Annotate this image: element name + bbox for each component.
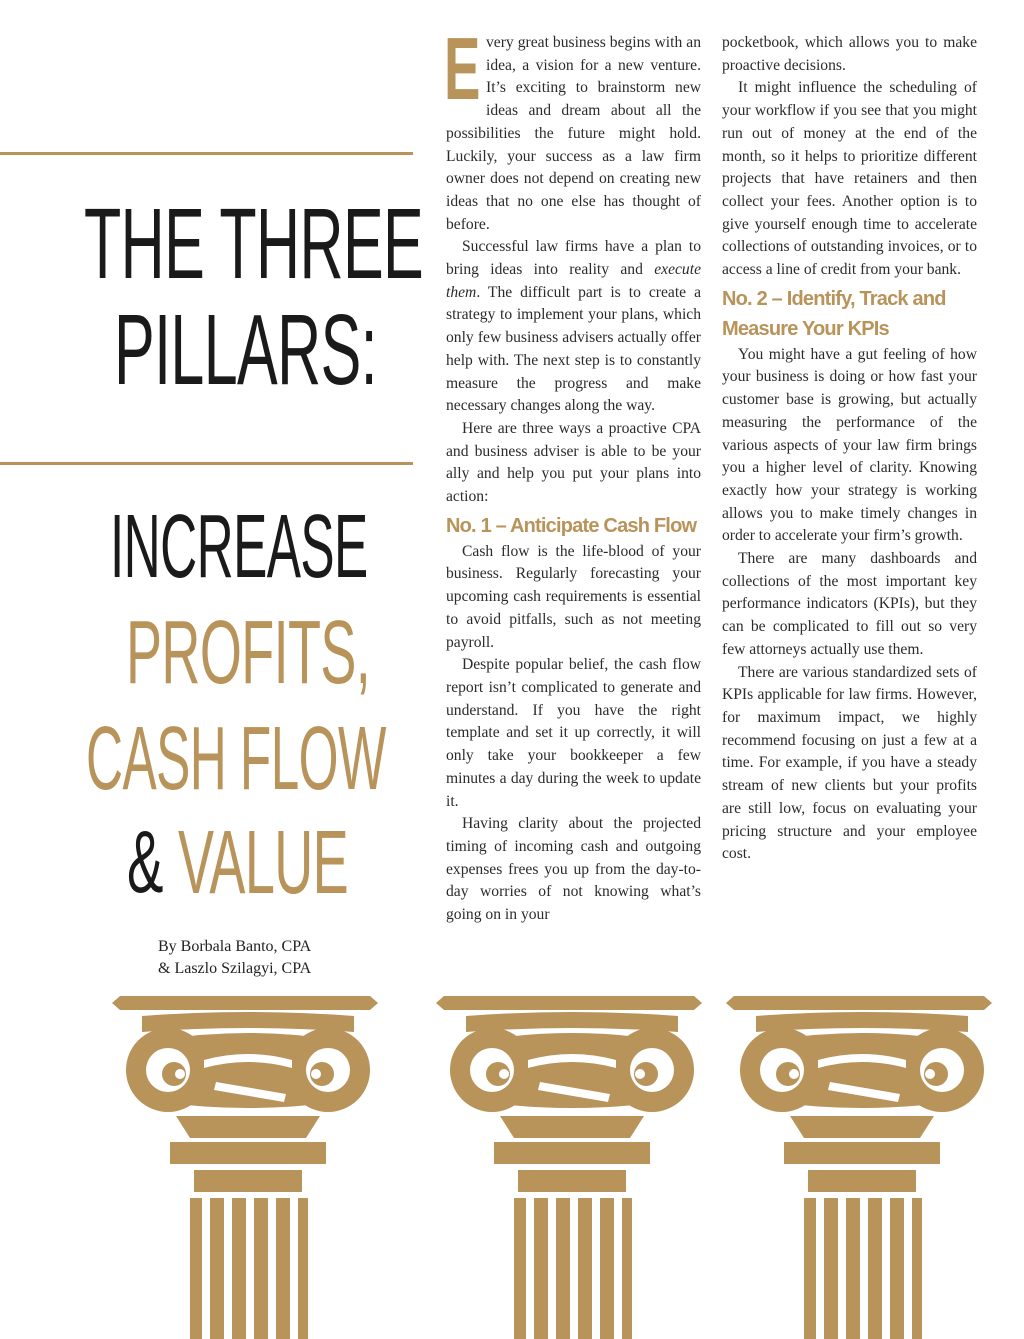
paragraph-cash-flow-2: Despite popular belief, the cash flow report isn’t complicated to generate and understand. If you have the right template and set it up correctly, it will only take your bookkeeper a few minutes a day during the week to update it. (446, 656, 701, 810)
section-heading-cash-flow: No. 1 – Anticipate Cash Flow (446, 514, 697, 537)
paragraph-kpis-3: There are various standardized sets of KPIs applicable for law firms. However, for maximum impact, we highly recommend focusing on just a few at a time. For example, if you have a steady stream of new clients but your profits are still low, focus on evaluating your pricing structure and your employee cost. (722, 663, 977, 863)
byline (158, 936, 311, 980)
article-column-2 (722, 32, 977, 866)
paragraph-pocketbook: pocketbook, which allows you to make proactive decisions. (722, 34, 977, 74)
paragraph-kpis-1: You might have a gut feeling of how your business is doing or how fast your customer base is growing, but actually measuring the performance of the various aspects of your law firm brings you a higher level of clarity. Knowing exactly how your strategy is working allows you to make timely changes in order to accelerate your firm’s growth. (722, 345, 977, 545)
byline-author-2: & Laszlo Szilagyi, CPA (158, 960, 312, 977)
paragraph-kpis-2: There are many dashboards and collections of the most important key performance indicators (KPIs), but they can be complicated to fill out so very few attorneys actually use them. (722, 550, 977, 658)
pillar-right (726, 996, 992, 1339)
section-heading-kpis: No. 2 – Identify, Track and Measure Your KPIs (722, 287, 946, 340)
pillar-left (112, 996, 378, 1339)
drop-cap: E (444, 19, 481, 118)
headline-line-increase: INCREASE (110, 497, 368, 597)
paragraph-cash-flow-3: Having clarity about the projected timing of incoming cash and outgoing expenses frees you up from the day-to-day worries of not knowing what’s going on in your (446, 815, 701, 924)
top-rule (0, 152, 413, 155)
pillar-center (436, 996, 702, 1339)
headline-ampersand: & (127, 812, 163, 911)
paragraph-cash-flow-1: Cash flow is the life-blood of your business. Regularly forecasting your upcoming cash requirements is essential to avoid pitfalls, such as not meeting payroll. (446, 542, 701, 651)
byline-author-1: By Borbala Banto, CPA (158, 938, 312, 955)
headline-line-the-three: THE THREE (84, 188, 424, 300)
article-column-1 (444, 19, 701, 927)
paragraph-workflow: It might influence the scheduling of your workflow if you see that you might run out of money at the end of the month, so it helps to prioritize different projects that have retainers and then collect your fees. Another option is to give yourself enough time to accelerate collections of outstanding invoices, or to access a line of credit from your bank. (722, 79, 977, 279)
pillars-illustration (0, 990, 1024, 1339)
headline-line-pillars: PILLARS: (114, 294, 377, 406)
headline-line-value: VALUE (178, 813, 349, 913)
middle-rule (0, 462, 413, 465)
paragraph-three-ways: Here are three ways a proactive CPA and business adviser is able to be your ally and help you put your plans into action: (446, 419, 701, 506)
headline-line-cash-flow: CASH FLOW (86, 709, 386, 809)
headline-line-profits: PROFITS, (126, 603, 371, 703)
paragraph-intro: Every great business begins with an idea, a vision for a new venture. It’s exciting to brainstorm new ideas and dream about all the possibilities the future might hold. Luckily, your success as a law firm owner does not depend on creating new ideas that no one else has thought of before. (444, 19, 701, 233)
paragraph-plan: Successful law firms have a plan to bring ideas into reality and execute them. The difficult part is to create a strategy to implement your plans, which only few business advisers actually offer help with. The next step is to constantly measure the progress and make necessary changes along the way. (446, 238, 701, 415)
